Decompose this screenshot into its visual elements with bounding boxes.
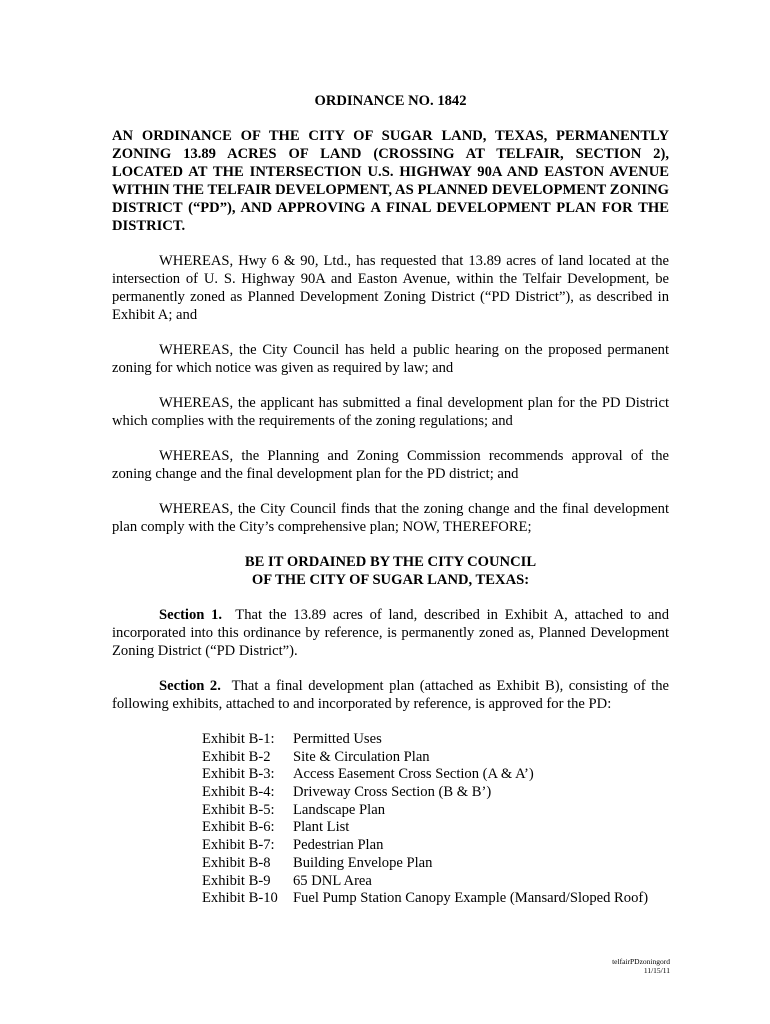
exhibit-description: Plant List — [293, 819, 350, 836]
whereas-clause-5: WHEREAS, the City Council finds that the zoning change and the final development plan comply with the City’s comprehensive plan; NOW, THEREFORE; — [112, 501, 669, 535]
exhibit-id: Exhibit B-2 — [202, 748, 271, 765]
section-1 — [112, 606, 669, 660]
exhibit-item — [202, 765, 669, 783]
exhibit-description: Driveway Cross Section (B & B’) — [293, 784, 492, 801]
section-1-label: Section 1. — [159, 607, 223, 623]
exhibit-id: Exhibit B-6: — [202, 819, 275, 836]
exhibit-item — [202, 801, 669, 819]
exhibit-description: Fuel Pump Station Canopy Example (Mansard/Sloped Roof) — [293, 890, 649, 907]
exhibit-id: Exhibit B-1: — [202, 731, 275, 747]
whereas-clause-3: WHEREAS, the applicant has submitted a final development plan for the PD District which complies with the requirements of the zoning regulations; and — [112, 395, 669, 429]
whereas-clause-4: WHEREAS, the Planning and Zoning Commission recommends approval of the zoning change and the final development plan for the PD district; and — [112, 448, 669, 482]
ordaining-clause-line-1: BE IT ORDAINED BY THE CITY COUNCIL — [244, 554, 537, 570]
exhibit-item — [202, 836, 669, 854]
exhibit-id: Exhibit B-8 — [202, 854, 271, 871]
exhibit-description: Landscape Plan — [293, 801, 385, 818]
exhibit-description: Pedestrian Plan — [293, 837, 384, 854]
section-2-label: Section 2. — [159, 678, 221, 694]
exhibit-id: Exhibit B-9 — [202, 872, 271, 889]
exhibit-description: 65 DNL Area — [293, 872, 372, 889]
exhibit-item — [202, 730, 669, 748]
whereas-clause-1: WHEREAS, Hwy 6 & 90, Ltd., has requested that 13.89 acres of land located at the intersection of U. S. Highway 90A and Easton Avenue, within the Telfair Development, be permanently zoned as Planned Development Zoning District (“PD District”), as described in Exhibit A; and — [112, 253, 669, 323]
section-1-text: That the 13.89 acres of land, described in Exhibit A, attached to and incorporated into this ordinance by reference, is permanently zoned as, Planned Development Zoning District (“PD District”). — [112, 607, 669, 659]
exhibit-id: Exhibit B-5: — [202, 801, 275, 818]
exhibit-id: Exhibit B-10 — [202, 890, 278, 907]
exhibit-list — [202, 730, 669, 907]
section-2-text: That a final development plan (attached as Exhibit B), consisting of the following exhibits, attached to and incorporated by reference, is approved for the PD: — [112, 678, 669, 712]
footer-filename: telfairPDzoningord — [612, 957, 670, 966]
section-2 — [112, 677, 669, 713]
document-footer — [612, 957, 670, 975]
ordinance-title: ORDINANCE NO. 1842 — [314, 93, 467, 109]
exhibit-description: Site & Circulation Plan — [293, 748, 430, 765]
whereas-clause-2: WHEREAS, the City Council has held a public hearing on the proposed permanent zoning for which notice was given as required by law; and — [112, 342, 669, 376]
exhibit-item — [202, 748, 669, 766]
ordinance-page — [112, 92, 669, 907]
ordaining-clause-line-2: OF THE CITY OF SUGAR LAND, TEXAS: — [251, 572, 530, 588]
exhibit-description: Access Easement Cross Section (A & A’) — [293, 766, 534, 783]
exhibit-item — [202, 854, 669, 872]
exhibit-item — [202, 889, 669, 907]
exhibit-item — [202, 818, 669, 836]
exhibit-item — [202, 872, 669, 890]
exhibit-id: Exhibit B-7: — [202, 837, 275, 854]
exhibit-description: Building Envelope Plan — [293, 854, 433, 871]
exhibit-id: Exhibit B-3: — [202, 766, 275, 783]
exhibit-description: Permitted Uses — [293, 731, 382, 747]
ordaining-clause — [112, 553, 669, 589]
exhibit-item — [202, 783, 669, 801]
exhibit-id: Exhibit B-4: — [202, 784, 275, 801]
ordinance-caption: AN ORDINANCE OF THE CITY OF SUGAR LAND, TEXAS, PERMANENTLY ZONING 13.89 ACRES OF LAND (CROSSING AT TELFAIR, SECTION 2), LOCATED AT THE INTERSECTION U.S. HIGHWAY 90A AND EASTON AVENUE WITHIN THE TELFAIR DEVELOPMENT, AS PLANNED DEVELOPMENT ZONING DISTRICT (“PD”), AND APPROVING A FINAL DEVELOPMENT PLAN FOR THE DISTRICT. — [112, 128, 669, 234]
footer-date: 11/15/11 — [643, 966, 670, 975]
